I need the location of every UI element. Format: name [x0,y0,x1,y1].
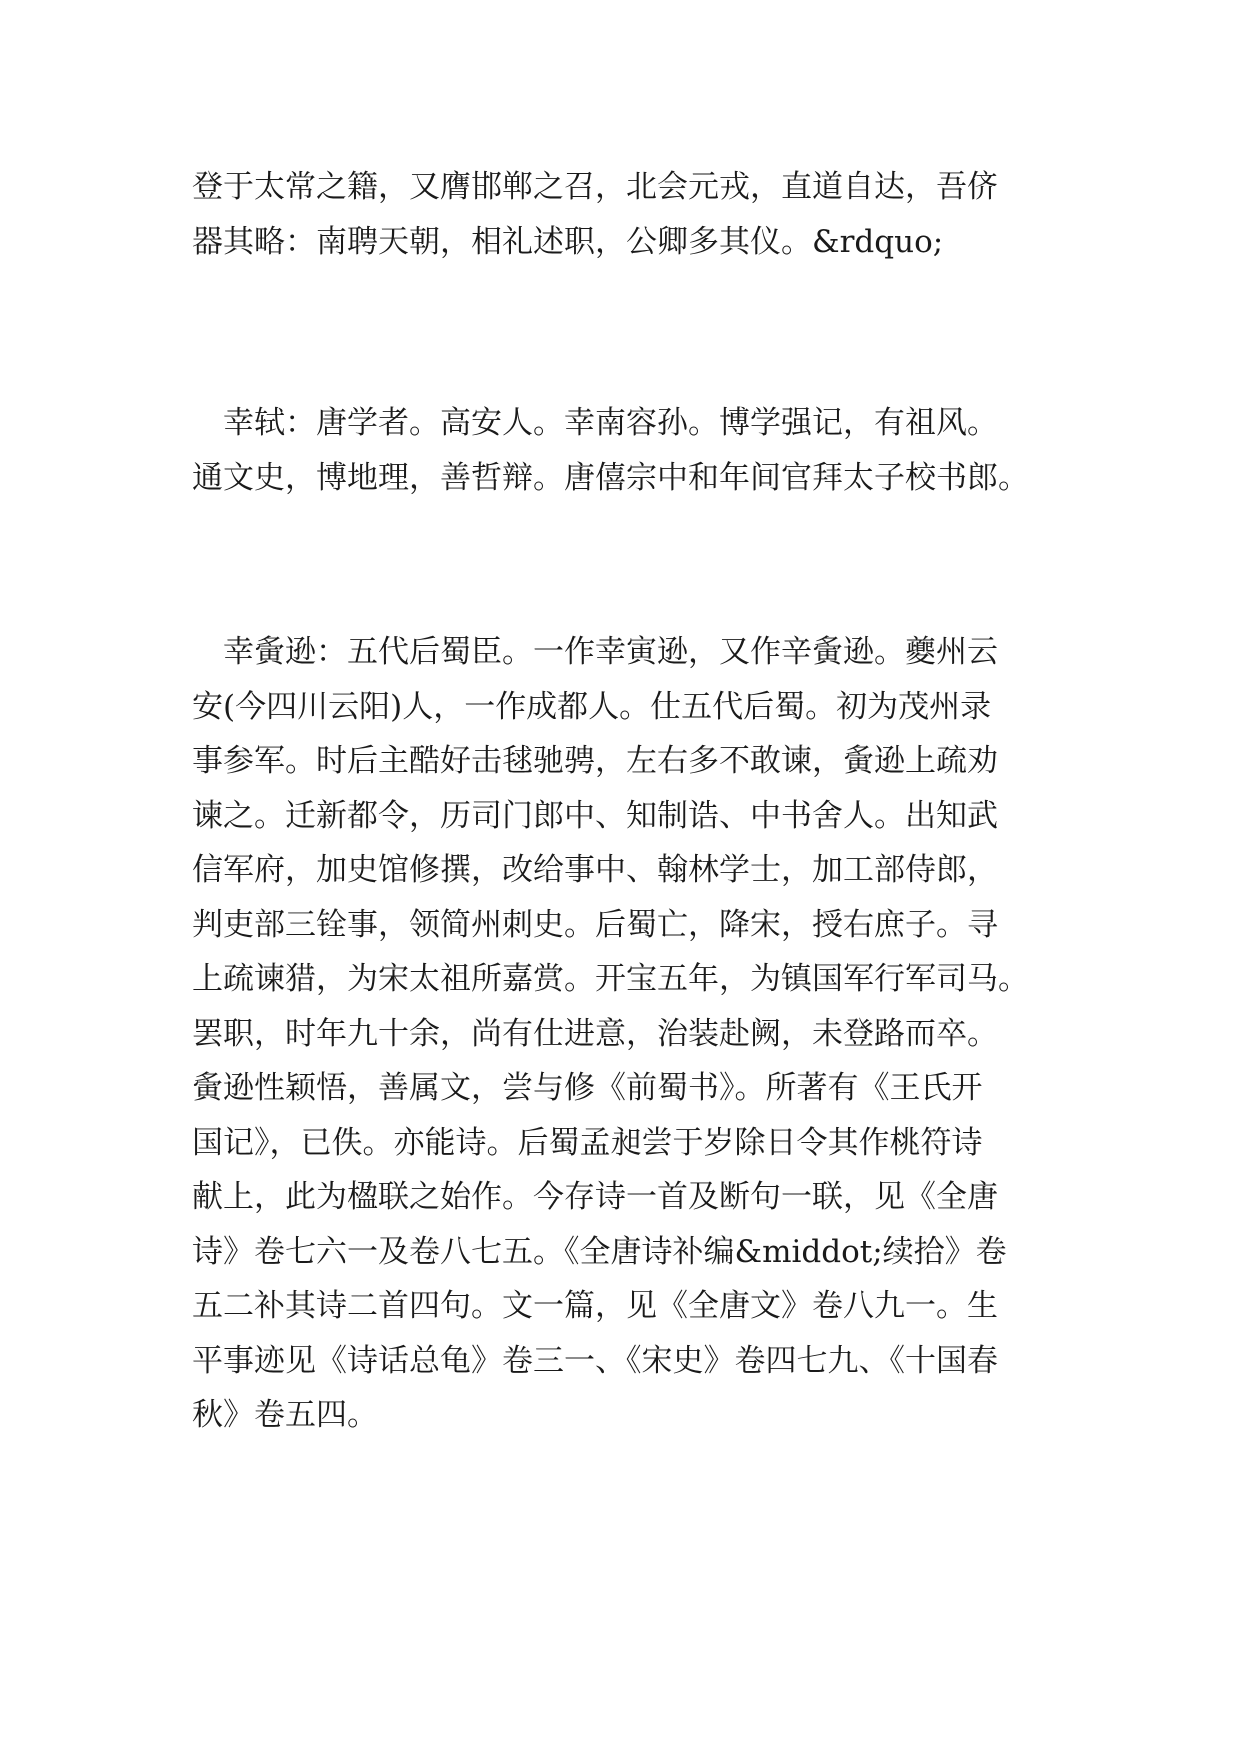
text-line: 谏之。迁新都令，历司门郎中、知制诰、中书舍人。出知武 [192,797,998,834]
paragraph-2 [192,396,1072,505]
text-line: 通文史，博地理，善哲辩。唐僖宗中和年间官拜太子校书郎。 [192,459,1029,496]
text-line: 献上，此为楹联之始作。今存诗一首及断句一联，见《全唐 [192,1179,998,1215]
text-line: 信军府，加史馆修撰，改给事中、翰林学士，加工部侍郎， [192,852,998,888]
paragraph-3 [192,625,1072,1443]
text-line: 五二补其诗二首四句。文一篇，见《全唐文》卷八九一。生 [192,1288,998,1324]
text-line: 幸夤逊：五代后蜀臣。一作幸寅逊，又作辛夤逊。夔州云 [192,634,998,670]
paragraph-1 [192,160,1072,269]
text-line: 平事迹见《诗话总龟》卷三一、《宋史》卷四七九、《十国春 [192,1342,998,1379]
text-line: 判吏部三铨事，领简州刺史。后蜀亡，降宋，授右庶子。寻 [192,906,998,943]
text-line: 夤逊性颖悟，善属文，尝与修《前蜀书》。所著有《王氏开 [192,1070,983,1106]
text-line: 事参军。时后主酷好击毬驰骋，左右多不敢谏，夤逊上疏劝 [192,743,998,779]
text-line: 罢职，时年九十余，尚有仕进意，治装赴阙，未登路而卒。 [192,1015,998,1052]
text-line: 器其略：南聘天朝，相礼述职，公卿多其仪。&rdquo; [192,223,944,260]
text-line: 秋》卷五四。 [192,1397,378,1433]
text-line: 幸轼：唐学者。高安人。幸南容孙。博学强记，有祖风。 [192,405,998,441]
text-line: 上疏谏猎，为宋太祖所嘉赏。开宝五年，为镇国军行军司马。 [192,961,1029,997]
text-line: 登于太常之籍，又膺邯郸之召，北会元戎，直道自达，吾侪 [192,169,998,205]
text-line: 安(今四川云阳)人，一作成都人。仕五代后蜀。初为茂州录 [192,688,992,725]
text-line: 诗》卷七六一及卷八七五。《全唐诗补编&middot;续拾》卷 [192,1233,1007,1270]
text-line: 国记》，已佚。亦能诗。后蜀孟昶尝于岁除日令其作桃符诗 [192,1124,983,1161]
